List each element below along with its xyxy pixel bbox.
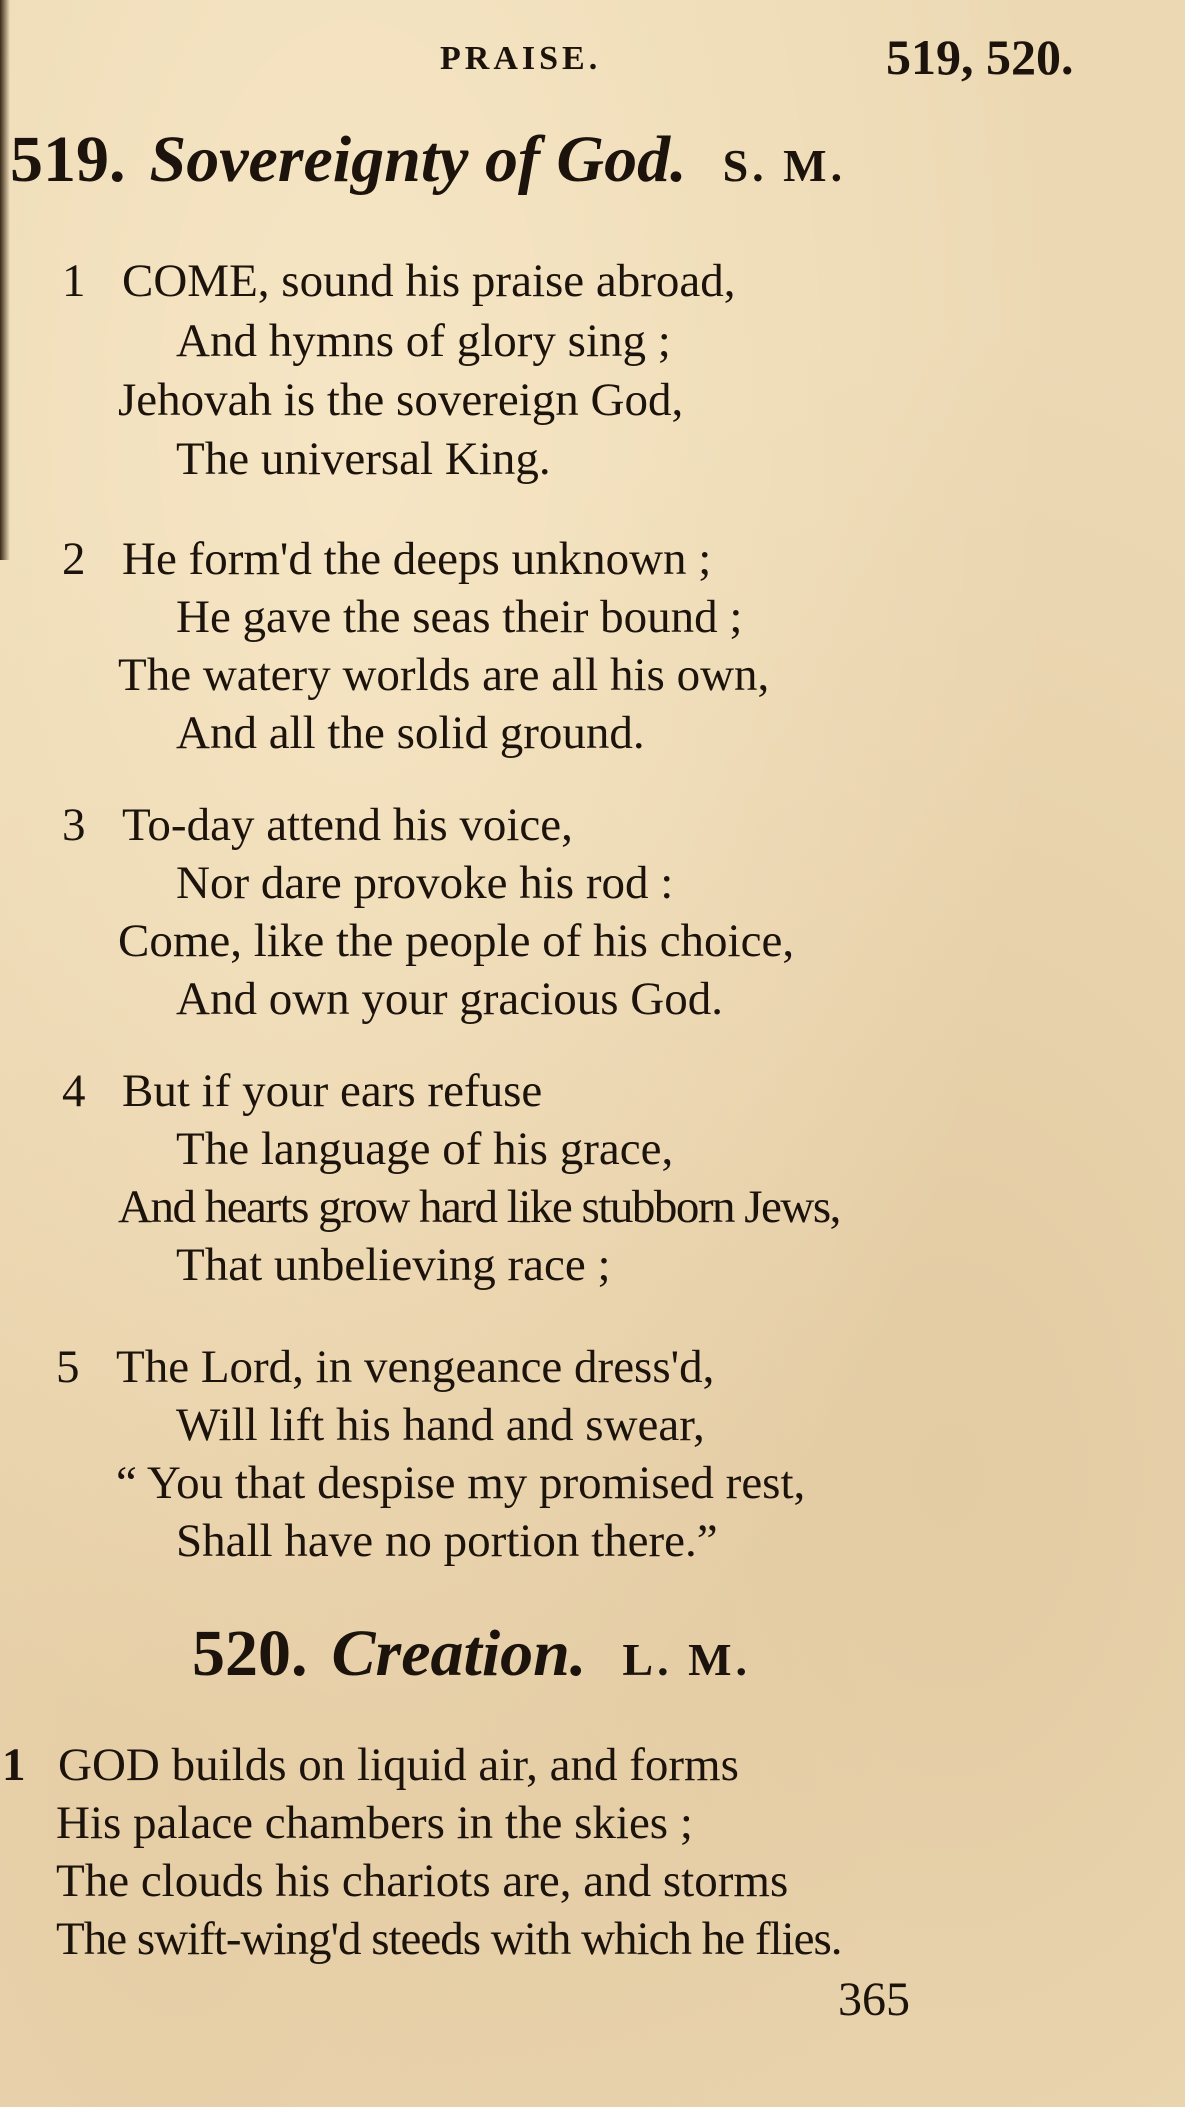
verse-number: 1 bbox=[2, 1739, 26, 1791]
hymn-520-title bbox=[192, 1616, 751, 1692]
verse-line: The Lord, in vengeance dress'd, bbox=[116, 1341, 715, 1393]
hymn-meter: S. M. bbox=[722, 140, 847, 191]
verse-number: 3 bbox=[62, 799, 86, 851]
hymn-519-title bbox=[10, 122, 846, 198]
hymn-meter: L. M. bbox=[622, 1634, 751, 1685]
running-head: PRAISE. bbox=[440, 40, 602, 77]
verse-line: But if your ears refuse bbox=[122, 1065, 543, 1117]
verse-line: Come, like the people of his choice, bbox=[118, 915, 795, 967]
verse-line: The swift-wing'd steeds with which he flies. bbox=[56, 1913, 842, 1965]
verse-number: 4 bbox=[62, 1065, 86, 1117]
hymn-number: 520. bbox=[192, 1617, 308, 1690]
verse-number: 1 bbox=[62, 255, 86, 307]
verse-line: And hearts grow hard like stubborn Jews, bbox=[118, 1181, 840, 1233]
verse-line: And all the solid ground. bbox=[176, 707, 645, 759]
verse-line: To-day attend his voice, bbox=[122, 799, 573, 851]
verse-line: Shall have no portion there.” bbox=[176, 1515, 718, 1567]
verse-line: The language of his grace, bbox=[176, 1123, 674, 1175]
verse-number: 5 bbox=[56, 1341, 80, 1393]
verse-line: And own your gracious God. bbox=[176, 973, 723, 1025]
verse-line: GOD builds on liquid air, and forms bbox=[58, 1739, 739, 1791]
verse-line: His palace chambers in the skies ; bbox=[56, 1797, 693, 1849]
verse-line: He form'd the deeps unknown ; bbox=[122, 533, 712, 585]
book-spine-shadow bbox=[0, 0, 10, 560]
page-number: 365 bbox=[838, 1973, 910, 2026]
verse-line: He gave the seas their bound ; bbox=[176, 591, 743, 643]
hymn-name: Creation. bbox=[331, 1617, 587, 1690]
verse-line: Will lift his hand and swear, bbox=[176, 1399, 705, 1451]
verse-number: 2 bbox=[62, 533, 86, 585]
verse-line: Jehovah is the sovereign God, bbox=[118, 374, 684, 426]
verse-line: Nor dare provoke his rod : bbox=[176, 857, 674, 909]
hymn-name: Sovereignty of God. bbox=[149, 123, 687, 196]
verse-line: “ You that despise my promised rest, bbox=[116, 1457, 806, 1509]
verse-line: The watery worlds are all his own, bbox=[118, 649, 770, 701]
verse-line: The clouds his chariots are, and storms bbox=[56, 1855, 789, 1907]
verse-line: And hymns of glory sing ; bbox=[176, 315, 671, 367]
hymn-number: 519. bbox=[10, 123, 126, 196]
verse-line: COME, sound his praise abroad, bbox=[122, 255, 736, 307]
verse-line: That unbelieving race ; bbox=[176, 1239, 611, 1291]
verse-line: The universal King. bbox=[176, 433, 551, 485]
hymn-range: 519, 520. bbox=[886, 29, 1074, 85]
